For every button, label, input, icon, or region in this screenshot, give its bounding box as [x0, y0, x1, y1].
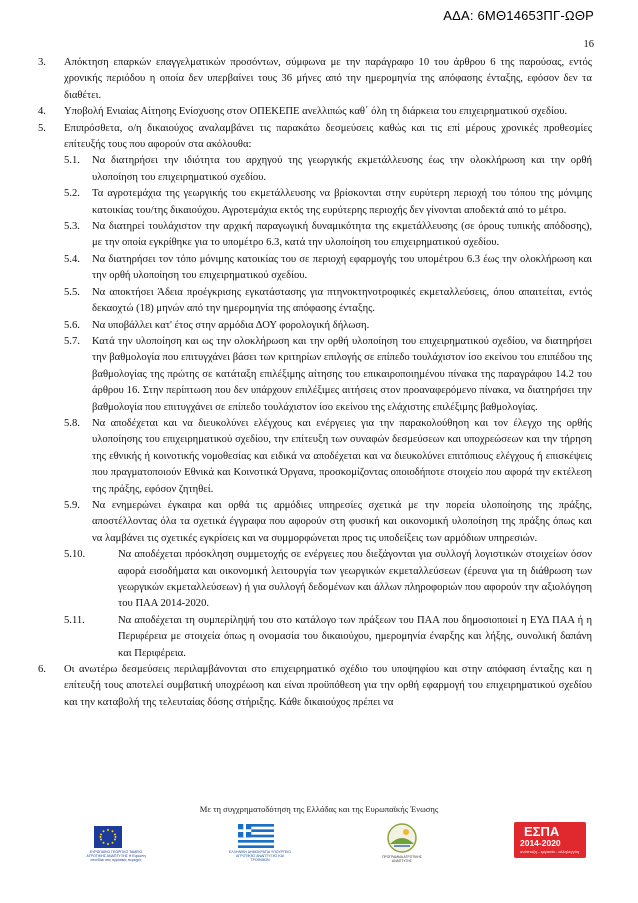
- item-text: Επιπρόσθετα, ο/η δικαιούχος αναλαμβάνει τις παρακάτω δεσμεύσεις καθώς και τις επί μέρους χρονικές προθεσμίες επίτευξής τους που αφορούν στα ακόλουθα:: [64, 122, 592, 151]
- sub-item-text: Να διατηρεί τουλάχιστον την αρχική παραγωγική δυναμικότητα της εκμετάλλευσης (σε όρους τυπικής απόδοσης), με την οποία εγκρίθηκε για το υπομέτρο 6.3, κατά την υλοποίηση του επιχειρηματικού σχεδίου.: [92, 221, 592, 249]
- sub-item: [38, 416, 592, 498]
- ada-code: ΑΔΑ: 6ΜΘ14653ΠΓ-ΩΘΡ: [443, 8, 594, 23]
- sub-item-number: 5.7.: [64, 335, 80, 347]
- list-item: [38, 662, 592, 711]
- item-text: Υποβολή Ενιαίας Αίτησης Ενίσχυσης στον ΟΠΕΚΕΠΕ ανελλιπώς καθ΄ όλη τη διάρκεια του επιχειρηματικού σχεδίου.: [64, 106, 568, 118]
- item-number: 6.: [38, 664, 46, 676]
- sub-item-number: 5.6.: [64, 319, 80, 331]
- cofinance-note: Με τη συγχρηματοδότηση της Ελλάδας και της Ευρωπαϊκής Ένωσης: [199, 804, 439, 814]
- greek-ministry-text: ΕΛΛΗΝΙΚΗ ΔΗΜΟΚΡΑΤΙΑ ΥΠΟΥΡΓΕΙΟ ΑΓΡΟΤΙΚΗΣ ΑΝΑΠΤΥΞΗΣ ΚΑΙ ΤΡΟΦΙΜΩΝ: [229, 850, 291, 862]
- rural-development-logo: [382, 822, 422, 854]
- sub-item: [38, 613, 592, 662]
- list-item: [38, 104, 592, 120]
- sub-item-text: Να υποβάλλει κατ' έτος στην αρμόδια ΔΟΥ φορολογική δήλωση.: [92, 319, 370, 331]
- sub-item-number: 5.2.: [64, 188, 80, 200]
- espa-subtitle: ανάπτυξη - εργασία - αλληλεγγύη: [520, 849, 580, 854]
- sub-item: [38, 186, 592, 219]
- sub-item-text: Να αποδέχεται και να διευκολύνει ελέγχους και ενέργειες για την παρακολούθηση και τον έλεγχο της ορθής υλοποίησης του επιχειρηματικού σχεδίου, την επίτευξη των συναφών δεσμεύσεων και υποχρεώσεων και την τήρηση της εθνικής ή κοινοτικής νομοθεσίας και ειδικά να αποδέχεται και να διευκολύνει επιτόπιους ελέγχους ή επισκέψεις που πραγματοποιούν Εθνικά και Κοινοτικά Όργανα, προσκομίζοντας οποιοδήποτε στοιχείο που αφορά την εκτέλεση της πράξης, εφόσον ζητηθεί.: [92, 417, 592, 495]
- sub-item-number: 5.10.: [64, 549, 86, 561]
- sub-item: [38, 219, 592, 252]
- item-number: 4.: [38, 106, 46, 118]
- sub-item-number: 5.3.: [64, 221, 80, 233]
- item-number: 5.: [38, 122, 46, 134]
- sub-item-text: Να αποδέχεται τη συμπερίληψή του στο κατάλογο των πράξεων του ΠΑΑ που δημοσιοποιεί η ΕΥΔ ΠΑΑ ή η Περιφέρεια με στοιχεία όπως η ονομασία του δικαιούχου, ημερομηνία έναρξης και λήξης, συνολική δαπάνη και Περιφέρεια.: [118, 614, 592, 659]
- item-text: Οι ανωτέρω δεσμεύσεις περιλαμβάνονται στο επιχειρηματικό σχέδιο του υποψηφίου και στην απόφαση ένταξης και η επίτευξή τους αποτελεί συμβατική υποχρέωση και είναι προϋπόθεση για την ορθή εφαρμογή του επιχειρηματικού σχεδίου και την καταβολή της τελευταίας δόσης στήριξης. Κάθε δικαιούχος πρέπει να: [64, 664, 592, 708]
- sub-item-number: 5.5.: [64, 286, 80, 298]
- greek-flag-logo: [238, 824, 274, 848]
- sub-item: [38, 334, 592, 416]
- footer-logos: [0, 822, 638, 872]
- sub-item-text: Τα αγροτεμάχια της γεωργικής του εκμετάλλευσης να βρίσκονται στην ευρύτερη περιοχή του τόπου της μόνιμης κατοικίας του/της δικαιούχου. Αγροτεμάχια εκτός της ευρύτερης περιοχής δεν γίνονται αποδεκτά από το μέτρο.: [92, 188, 592, 216]
- eu-logo-text: ΕΥΡΩΠΑΪΚΟ ΓΕΩΡΓΙΚΟ ΤΑΜΕΙΟ ΑΓΡΟΤΙΚΗΣ ΑΝΑΠΤΥΞΗΣ Η Ευρώπη επενδύει στις αγροτικές περιοχές: [86, 850, 146, 862]
- sub-item-text: Να ενημερώνει έγκαιρα και ορθά τις αρμόδιες υπηρεσίες σχετικά με την πορεία υλοποίησης της πράξης, αποστέλλοντας όλα τα σχετικά έγγραφα που αφορούν στη φυσική και οικονομική υλοποίηση της πράξης όπως και να λαμβάνει τις σχετικές εγκρίσεις και να συμμορφώνεται προς τις υποδείξεις των αρμόδιων υπηρεσιών.: [92, 499, 592, 544]
- page-number: 16: [583, 39, 594, 50]
- sub-item-text: Κατά την υλοποίηση και ως την ολοκλήρωση και την ορθή υλοποίηση του επιχειρηματικού σχεδίου, να διατηρήσει την βαθμολογία που επιτυγχάνει βάσει των κριτηρίων επιλογής σε επίπεδο τουλάχιστον ίσο εκείνου του επιπέδου της βαθμολογίας της πρώτης σε κατάταξη επιλέξιμης αίτησης του επικαιροποιημένου πίνακα της παραγράφου 14.2 του άρθρου 16. Στην περίπτωση που δεν υπάρχουν επιλέξιμες αιτήσεις στον προαναφερόμενο πίνακα, να διατηρήσει την βαθμολογία που επιτυγχάνει σε επίπεδο τουλάχιστον ίσο εκείνου της ελάχιστης επιλέξιμης βαθμολογίας.: [92, 335, 592, 413]
- espa-years: 2014-2020: [520, 838, 561, 848]
- sub-item: [38, 318, 592, 334]
- sub-item: [38, 498, 592, 547]
- item-text: Απόκτηση επαρκών επαγγελματικών προσόντων, σύμφωνα με την παράγραφο 10 του άρθρου 6 της παρούσας, εντός χρονικής περιόδου η οποία δεν υπερβαίνει τους 36 μήνες από την ημερομηνία της απόφασης ένταξης, εφόσον δεν τα διαθέτει.: [64, 57, 592, 101]
- sub-item-number: 5.9.: [64, 499, 80, 511]
- list-item: [38, 121, 592, 154]
- sub-item: [38, 285, 592, 318]
- espa-title: ΕΣΠΑ: [524, 824, 560, 839]
- sub-item: [38, 547, 592, 613]
- sub-item-text: Να αποκτήσει Άδεια προέγκρισης εγκατάστασης για πτηνοκτηνοτροφικές εκμεταλλεύσεις, όπου απαιτείται, εντός δεκαοχτώ (18) μηνών από την ημερομηνία της απόφασης ένταξης.: [92, 286, 592, 315]
- item-number: 3.: [38, 57, 46, 68]
- sub-item-number: 5.11.: [64, 614, 85, 626]
- sub-item: [38, 153, 592, 186]
- list-item: [38, 55, 592, 104]
- sub-item-text: Να διατηρήσει την ιδιότητα του αρχηγού της γεωργικής εκμετάλλευσης έως την ολοκλήρωση και την ορθή υλοποίηση του επιχειρηματικού σχεδίου.: [92, 155, 592, 183]
- eu-flag-logo: [94, 826, 122, 848]
- sub-item-text: Να αποδέχεται πρόσκληση συμμετοχής σε ενέργειες που διεξάγονται για συλλογή λογιστικών στοιχείων όσον αφορά εισοδήματα και οικονομική λειτουργία των γεωργικών εκμεταλλεύσεων (έρευνα για τη διάθρωση των γεωργικών εκμεταλλεύσεων) ή για συλλογή δεδομένων και άλλων πληροφοριών που αφορούν την αξιολόγηση του ΠΑΑ 2014-2020.: [118, 549, 592, 610]
- sub-item-number: 5.1.: [64, 155, 80, 167]
- rural-development-text: ΠΡΟΓΡΑΜΜΑ ΑΓΡΟΤΙΚΗΣ ΑΝΑΠΤΥΞΗΣ: [382, 855, 422, 863]
- document-body: [38, 55, 592, 711]
- sub-item: [38, 252, 592, 285]
- sub-item-text: Να διατηρήσει τον τόπο μόνιμης κατοικίας του σε περιοχή εφαρμογής του υπομέτρου 6.3 έως την ολοκλήρωση και την ορθή υλοποίηση του επιχειρηματικού σχεδίου.: [92, 253, 592, 282]
- sub-item-number: 5.8.: [64, 417, 80, 429]
- sub-item-number: 5.4.: [64, 253, 80, 265]
